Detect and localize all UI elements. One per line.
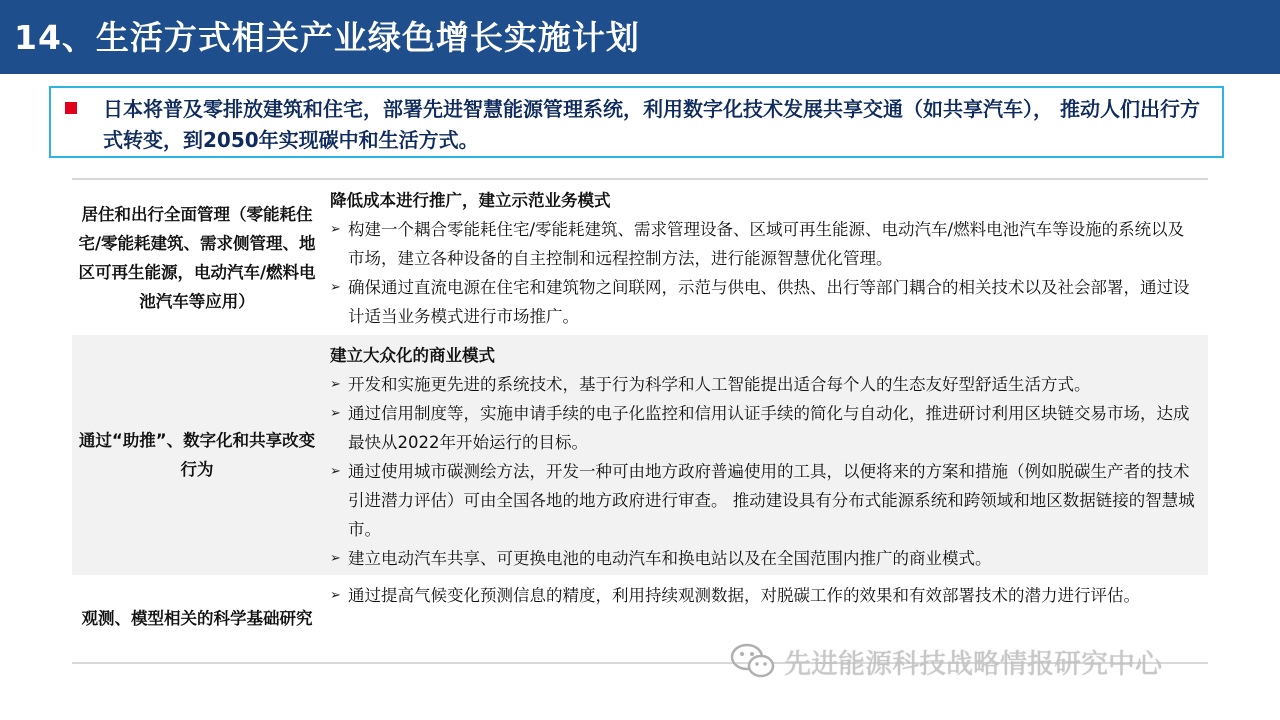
arrow-bullet-icon: ➢ <box>330 551 341 566</box>
arrow-bullet-icon: ➢ <box>330 464 341 479</box>
list-item <box>330 273 1198 331</box>
list-item-text: 通过信用制度等，实施申请手续的电子化监控和信用认证手续的简化与自动化，推进研讨利用区块链交易市场，达成最快从2022年开始运行的目标。 <box>348 404 1190 452</box>
list-item-text: 确保通过直流电源在住宅和建筑物之间联网，示范与供电、供热、出行等部门耦合的相关技术以及社会部署，通过设计适当业务模式进行市场推广。 <box>348 278 1190 326</box>
table-row <box>72 335 1208 575</box>
watermark <box>730 640 1162 682</box>
row-category: 居住和出行全面管理（零能耗住宅/零能耗建筑、需求侧管理、地区可再生能源，电动汽车/燃料电池汽车等应用） <box>78 204 316 311</box>
list-item <box>330 370 1198 399</box>
arrow-bullet-icon: ➢ <box>330 588 341 603</box>
summary-box <box>49 86 1224 158</box>
page-title: 14、生活方式相关产业绿色增长实施计划 <box>14 17 640 57</box>
list-item-text: 构建一个耦合零能耗住宅/零能耗建筑、需求管理设备、区域可再生能源、电动汽车/燃料电池汽车等设施的系统以及市场，建立各种设备的自主控制和远程控制方法，进行能源智慧优化管理。 <box>348 220 1185 268</box>
arrow-bullet-icon: ➢ <box>330 280 341 295</box>
list-item-text: 通过使用城市碳测绘方法，开发一种可由地方政府普遍使用的工具，以便将来的方案和措施（例如脱碳生产者的技术引进潜力评估）可由全国各地的地方政府进行审查。 推动建设具有分布式能源系统和跨领域和地区数据链接的智慧城市。 <box>348 462 1195 539</box>
watermark-text: 先进能源科技战略情报研究中心 <box>784 648 1162 680</box>
summary-text: 日本将普及零排放建筑和住宅，部署先进智慧能源管理系统，利用数字化技术发展共享交通（如共享汽车）， 推动人们出行方式转变，到2050年实现碳中和生活方式。 <box>103 97 1200 152</box>
list-item <box>330 215 1198 273</box>
list-item <box>330 581 1198 610</box>
red-square-bullet-icon <box>65 102 77 114</box>
row-subtitle: 降低成本进行推广，建立示范业务模式 <box>330 191 611 210</box>
arrow-bullet-icon: ➢ <box>330 406 341 421</box>
row-category: 通过“助推”、数字化和共享改变行为 <box>78 431 316 479</box>
list-item-text: 建立电动汽车共享、可更换电池的电动汽车和换电站以及在全国范围内推广的商业模式。 <box>348 549 992 568</box>
row-category: 观测、模型相关的科学基础研究 <box>81 609 313 628</box>
row-subtitle: 建立大众化的商业模式 <box>330 346 495 365</box>
arrow-bullet-icon: ➢ <box>330 377 341 392</box>
row-content <box>322 335 1208 575</box>
list-item <box>330 544 1198 573</box>
title-bar <box>0 0 1280 74</box>
arrow-bullet-icon: ➢ <box>330 222 341 237</box>
plan-table <box>72 178 1208 664</box>
row-content <box>322 180 1208 335</box>
list-item <box>330 399 1198 457</box>
table-row <box>72 178 1208 335</box>
wechat-icon <box>730 642 776 680</box>
list-item-text: 通过提高气候变化预测信息的精度，利用持续观测数据，对脱碳工作的效果和有效部署技术的潜力进行评估。 <box>348 586 1140 605</box>
list-item-text: 开发和实施更先进的系统技术，基于行为科学和人工智能提出适合每个人的生态友好型舒适生活方式。 <box>348 375 1091 394</box>
list-item <box>330 457 1198 544</box>
